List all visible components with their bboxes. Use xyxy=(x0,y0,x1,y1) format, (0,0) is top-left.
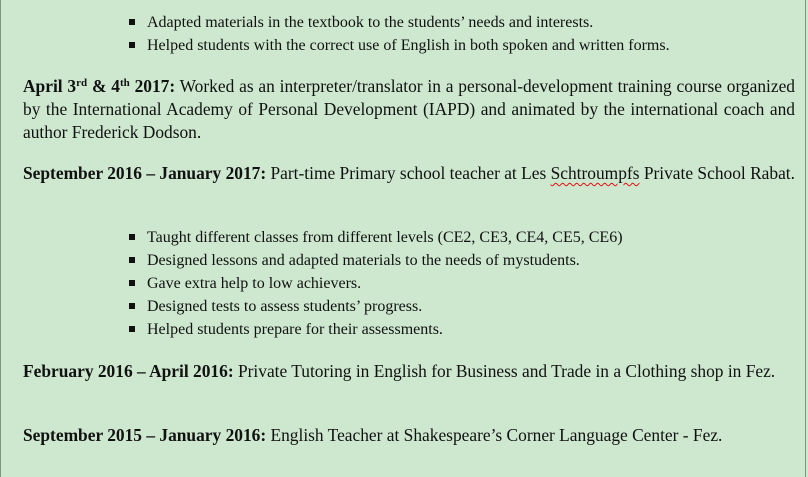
bullet-icon xyxy=(129,257,135,263)
list-item: Designed lessons and adapted materials to the needs of mystudents. xyxy=(127,249,623,272)
bullet-icon xyxy=(129,19,135,25)
bullet-icon xyxy=(129,234,135,240)
list-item: Taught different classes from different levels (CE2, CE3, CE4, CE5, CE6) xyxy=(127,226,623,249)
entry-interpreter xyxy=(23,75,795,144)
entry-text: Part-time Primary school teacher at Les xyxy=(266,163,551,183)
bullet-icon xyxy=(129,303,135,309)
bullet-list-mid xyxy=(127,226,623,341)
entry-date: September 2015 – January 2016: xyxy=(23,425,267,445)
entry-english-teacher xyxy=(23,424,795,447)
list-item: Gave extra help to low achievers. xyxy=(127,272,623,295)
entry-text: English Teacher at Shakespeare’s Corner Language Center - Fez. xyxy=(266,425,723,445)
bullet-list-top xyxy=(127,11,670,57)
list-item: Adapted materials in the textbook to the students’ needs and interests. xyxy=(127,11,670,34)
list-item: Helped students prepare for their assessments. xyxy=(127,318,623,341)
bullet-icon xyxy=(129,280,135,286)
entry-text: Worked as an interpreter/translator in a personal-development training course organized by the International Academy of Personal Development (IAPD) and animated by the international coach and author Frederick Dodson. xyxy=(23,76,795,142)
entry-date: February 2016 – April 2016: xyxy=(23,361,234,381)
entry-date: April 3rd & 4th 2017: xyxy=(23,76,176,96)
spellcheck-flagged-word[interactable]: Schtroumpfs xyxy=(550,163,640,183)
bullet-icon xyxy=(129,42,135,48)
entry-text: Private Tutoring in English for Business and Trade in a Clothing shop in Fez. xyxy=(233,361,776,381)
entry-primary-teacher xyxy=(23,162,795,185)
entry-date: September 2016 – January 2017: xyxy=(23,163,267,183)
list-item: Designed tests to assess students’ progress. xyxy=(127,295,623,318)
list-item: Helped students with the correct use of English in both spoken and written forms. xyxy=(127,34,670,57)
entry-private-tutoring xyxy=(23,360,795,383)
entry-text-end: Private School Rabat. xyxy=(639,163,795,183)
bullet-icon xyxy=(129,326,135,332)
